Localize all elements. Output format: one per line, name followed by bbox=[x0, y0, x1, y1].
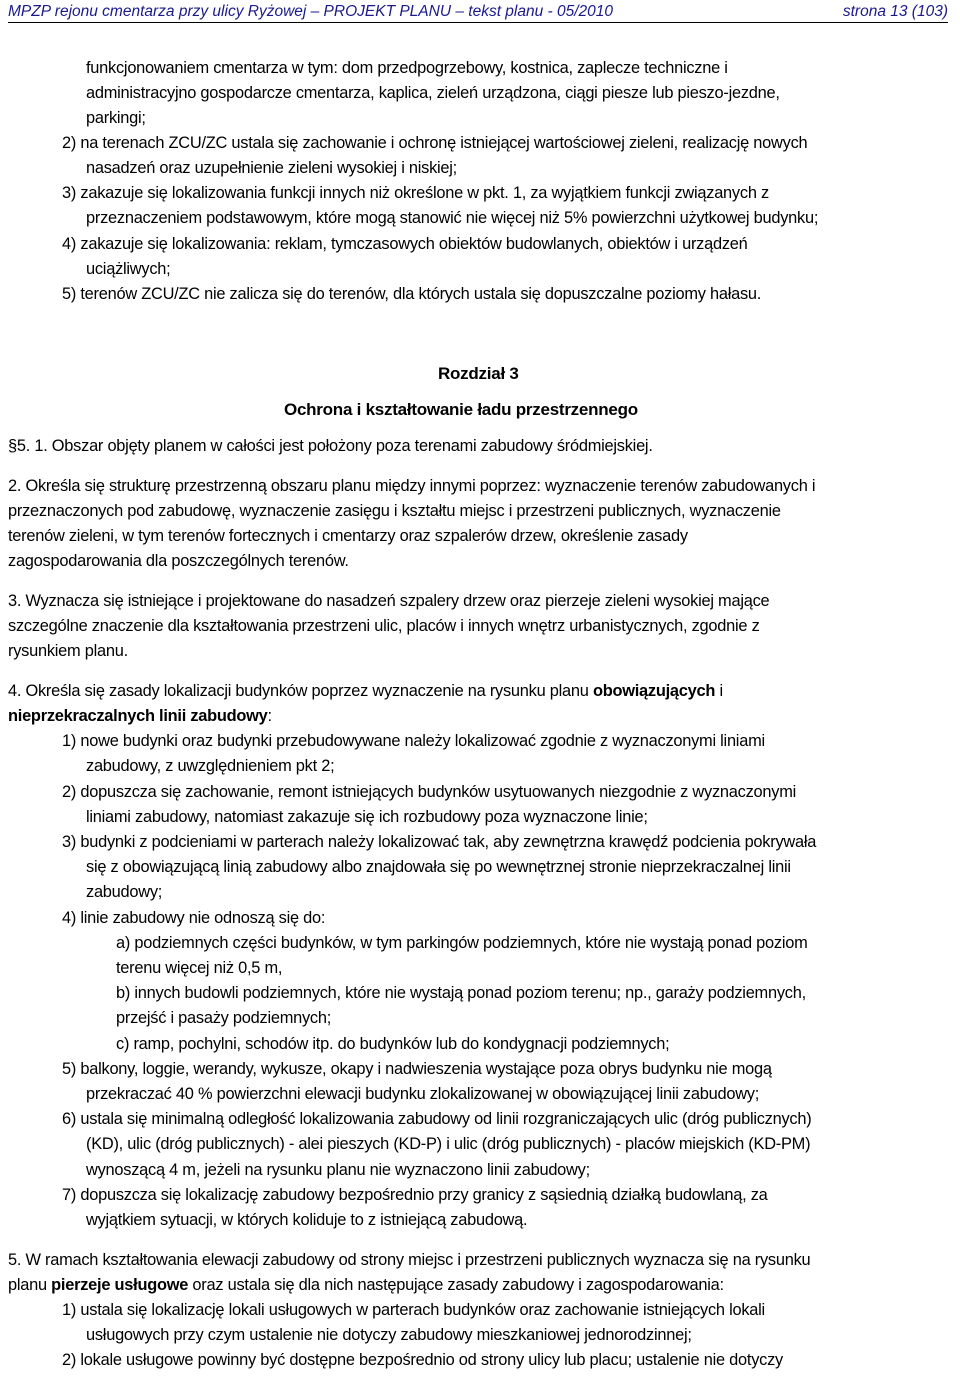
header-page-number: strona 13 (103) bbox=[842, 3, 948, 20]
text-line bbox=[8, 641, 128, 661]
text-line bbox=[116, 933, 808, 953]
line-text: usługowych przy czym ustalenie nie dotyczy zabudowy mieszkaniowej jednorodzinnej; bbox=[86, 1326, 692, 1344]
line-text: funkcjonowaniem cmentarza w tym: dom przedpogrzebowy, kostnica, zaplecze techniczne i bbox=[86, 59, 728, 77]
text-line bbox=[62, 782, 796, 802]
line-text: 2) dopuszcza się zachowanie, remont istniejących budynków usytuowanych niezgodnie z wyznaczonymi bbox=[62, 783, 797, 801]
line-text-after: oraz ustala się dla nich następujące zasady zabudowy i zagospodarowania: bbox=[188, 1276, 724, 1294]
line-text: Ochrona i kształtowanie ładu przestrzennego bbox=[284, 400, 638, 419]
line-text: zagospodarowania dla poszczególnych terenów. bbox=[8, 552, 349, 570]
line-text: 4. Określa się zasady lokalizacji budynków poprzez wyznaczenie na rysunku planu bbox=[8, 682, 593, 700]
line-text: przekraczać 40 % powierzchni elewacji budynku zlokalizowanej w obowiązującej linii zabudowy; bbox=[86, 1085, 760, 1103]
line-text: 3) zakazuje się lokalizowania funkcji innych niż określone w pkt. 1, za wyjątkiem funkcji związanych z bbox=[62, 184, 769, 202]
section-heading bbox=[438, 364, 519, 384]
text-line bbox=[86, 1084, 759, 1104]
text-line bbox=[8, 681, 723, 701]
line-text: nasadzeń oraz uzupełnienie zieleni wysokiej i niskiej; bbox=[86, 159, 457, 177]
text-line bbox=[62, 832, 816, 852]
line-text: 2) na terenach ZCU/ZC ustala się zachowanie i ochronę istniejącej wartościowej zieleni, realizację nowych bbox=[62, 134, 808, 152]
text-line bbox=[8, 551, 349, 571]
text-line bbox=[86, 1325, 692, 1345]
line-text: 4) linie zabudowy nie odnoszą się do: bbox=[62, 909, 326, 927]
text-line bbox=[62, 1185, 768, 1205]
text-line bbox=[62, 1059, 772, 1079]
text-line bbox=[8, 436, 653, 456]
text-line bbox=[62, 234, 748, 254]
line-text: c) ramp, pochylni, schodów itp. do budynków lub do kondygnacji podziemnych; bbox=[116, 1035, 670, 1053]
line-text: 3. Wyznacza się istniejące i projektowane do nasadzeń szpalery drzew oraz pierzeje zieleni wysokiej mające bbox=[8, 592, 770, 610]
line-text: 5. W ramach kształtowania elewacji zabudowy od strony miejsc i przestrzeni publicznych wyznacza się na rysunku bbox=[8, 1251, 811, 1269]
text-line bbox=[62, 731, 765, 751]
line-text: (KD), ulic (dróg publicznych) - alei pieszych (KD-P) i ulic (dróg publicznych) - placów miejskich (KD-PM) bbox=[86, 1135, 811, 1153]
line-text: przeznaczonych pod zabudowę, wyznaczenie zasięgu i kształtu miejsc i przestrzeni publicznych, wyznaczenie bbox=[8, 502, 781, 520]
text-line bbox=[116, 1008, 331, 1028]
line-text: terenu więcej niż 0,5 m, bbox=[116, 959, 283, 977]
line-text: 3) budynki z podcieniami w parterach należy lokalizować tak, aby zewnętrzna krawędź podcienia pokrywała bbox=[62, 833, 817, 851]
line-text: 2. Określa się strukturę przestrzenną obszaru planu między innymi poprzez: wyznaczenie terenów zabudowanych i bbox=[8, 477, 816, 495]
text-line bbox=[86, 807, 648, 827]
line-text: liniami zabudowy, natomiast zakazuje się ich rozbudowy poza wyznaczone linie; bbox=[86, 808, 648, 826]
text-line bbox=[8, 1275, 724, 1295]
line-text: wynoszącą 4 m, jeżeli na rysunku planu nie wyznaczono linii zabudowy; bbox=[86, 1161, 590, 1179]
line-text: zabudowy; bbox=[86, 883, 163, 901]
text-line bbox=[62, 1300, 765, 1320]
text-line bbox=[86, 259, 170, 279]
text-line bbox=[86, 756, 334, 776]
line-text: przeznaczeniem podstawowym, które mogą stanowić nie więcej niż 5% powierzchni użytkowej budynku; bbox=[86, 209, 819, 227]
text-line bbox=[62, 183, 769, 203]
line-text: planu bbox=[8, 1276, 52, 1294]
line-text: parkingi; bbox=[86, 109, 146, 127]
text-line bbox=[8, 706, 272, 726]
text-line bbox=[86, 83, 780, 103]
line-text: §5. 1. Obszar objęty planem w całości jest położony poza terenami zabudowy śródmiejskiej. bbox=[8, 437, 653, 455]
line-text: rysunkiem planu. bbox=[8, 642, 128, 660]
page-header bbox=[8, 0, 948, 23]
line-text: 5) balkony, loggie, werandy, wykusze, okapy i nadwieszenia wystające poza obrys budynku nie mogą bbox=[62, 1060, 772, 1078]
text-line bbox=[62, 133, 807, 153]
line-text: przejść i pasaży podziemnych; bbox=[116, 1009, 332, 1027]
text-line bbox=[8, 1250, 810, 1270]
header-document-title: MPZP rejonu cmentarza przy ulicy Ryżowej – PROJEKT PLANU – tekst planu - 05/2010 bbox=[8, 3, 614, 20]
line-text: administracyjno gospodarcze cmentarza, kaplica, zieleń urządzona, ciągi piesze lub pieszo-jezdne, bbox=[86, 84, 780, 102]
line-text: Rozdział 3 bbox=[438, 364, 519, 383]
text-line bbox=[86, 857, 791, 877]
line-text: uciążliwych; bbox=[86, 260, 171, 278]
line-text: zabudowy, z uwzględnieniem pkt 2; bbox=[86, 757, 335, 775]
line-text-after: i bbox=[715, 682, 723, 700]
line-text: terenów zieleni, w tym terenów fortecznych i cmentarzy oraz szpalerów drzew, określenie zasady bbox=[8, 527, 688, 545]
text-line bbox=[116, 1034, 669, 1054]
bold-term: obowiązujących bbox=[592, 682, 716, 700]
line-text: 2) lokale usługowe powinny być dostępne bezpośrednio od strony ulicy lub placu; ustalenie nie dotyczy bbox=[62, 1351, 783, 1369]
line-text: 7) dopuszcza się lokalizację zabudowy bezpośrednio przy granicy z sąsiednią działką budowlaną, za bbox=[62, 1186, 768, 1204]
text-line bbox=[86, 158, 457, 178]
line-text: szczególne znaczenie dla kształtowania przestrzeni ulic, placów i innych wnętrz urbanistycznych, zgodnie z bbox=[8, 617, 760, 635]
text-line bbox=[8, 616, 760, 636]
text-line bbox=[86, 1134, 810, 1154]
text-line bbox=[116, 983, 806, 1003]
text-line bbox=[62, 908, 325, 928]
text-line bbox=[8, 591, 769, 611]
text-line bbox=[86, 58, 728, 78]
section-heading bbox=[284, 400, 638, 420]
bold-term: pierzeje usługowe bbox=[51, 1276, 189, 1294]
text-line bbox=[86, 1160, 590, 1180]
text-line bbox=[86, 208, 818, 228]
text-line bbox=[86, 108, 146, 128]
line-text: b) innych budowli podziemnych, które nie wystają ponad poziom terenu; np., garaży podziemnych, bbox=[116, 984, 806, 1002]
line-text: 5) terenów ZCU/ZC nie zalicza się do terenów, dla których ustala się dopuszczalne poziomy hałasu. bbox=[62, 285, 762, 303]
text-line bbox=[8, 501, 781, 521]
bold-term: nieprzekraczalnych linii zabudowy bbox=[8, 707, 268, 725]
text-line bbox=[86, 1210, 527, 1230]
text-line bbox=[62, 1109, 811, 1129]
line-text: wyjątkiem sytuacji, w których koliduje to z istniejącą zabudową. bbox=[86, 1211, 528, 1229]
line-text: się z obowiązującą linią zabudowy albo znajdowała się po wewnętrznej stronie nieprzekraczalnej linii bbox=[86, 858, 791, 876]
text-line bbox=[62, 284, 761, 304]
line-text: 4) zakazuje się lokalizowania: reklam, tymczasowych obiektów budowlanych, obiektów i urządzeń bbox=[62, 235, 748, 253]
text-line bbox=[8, 526, 688, 546]
text-line bbox=[86, 882, 162, 902]
line-text: 1) ustala się lokalizację lokali usługowych w parterach budynków oraz zachowanie istniejących lokali bbox=[62, 1301, 765, 1319]
text-line bbox=[116, 958, 282, 978]
text-line bbox=[8, 476, 815, 496]
text-line bbox=[62, 1350, 783, 1370]
line-text: 6) ustala się minimalną odległość lokalizowania zabudowy od linii rozgraniczających ulic (dróg publicznych) bbox=[62, 1110, 812, 1128]
line-text-after: : bbox=[267, 707, 272, 725]
line-text: 1) nowe budynki oraz budynki przebudowywane należy lokalizować zgodnie z wyznaczonymi liniami bbox=[62, 732, 765, 750]
line-text: a) podziemnych części budynków, w tym parkingów podziemnych, które nie wystają ponad poziom bbox=[116, 934, 808, 952]
